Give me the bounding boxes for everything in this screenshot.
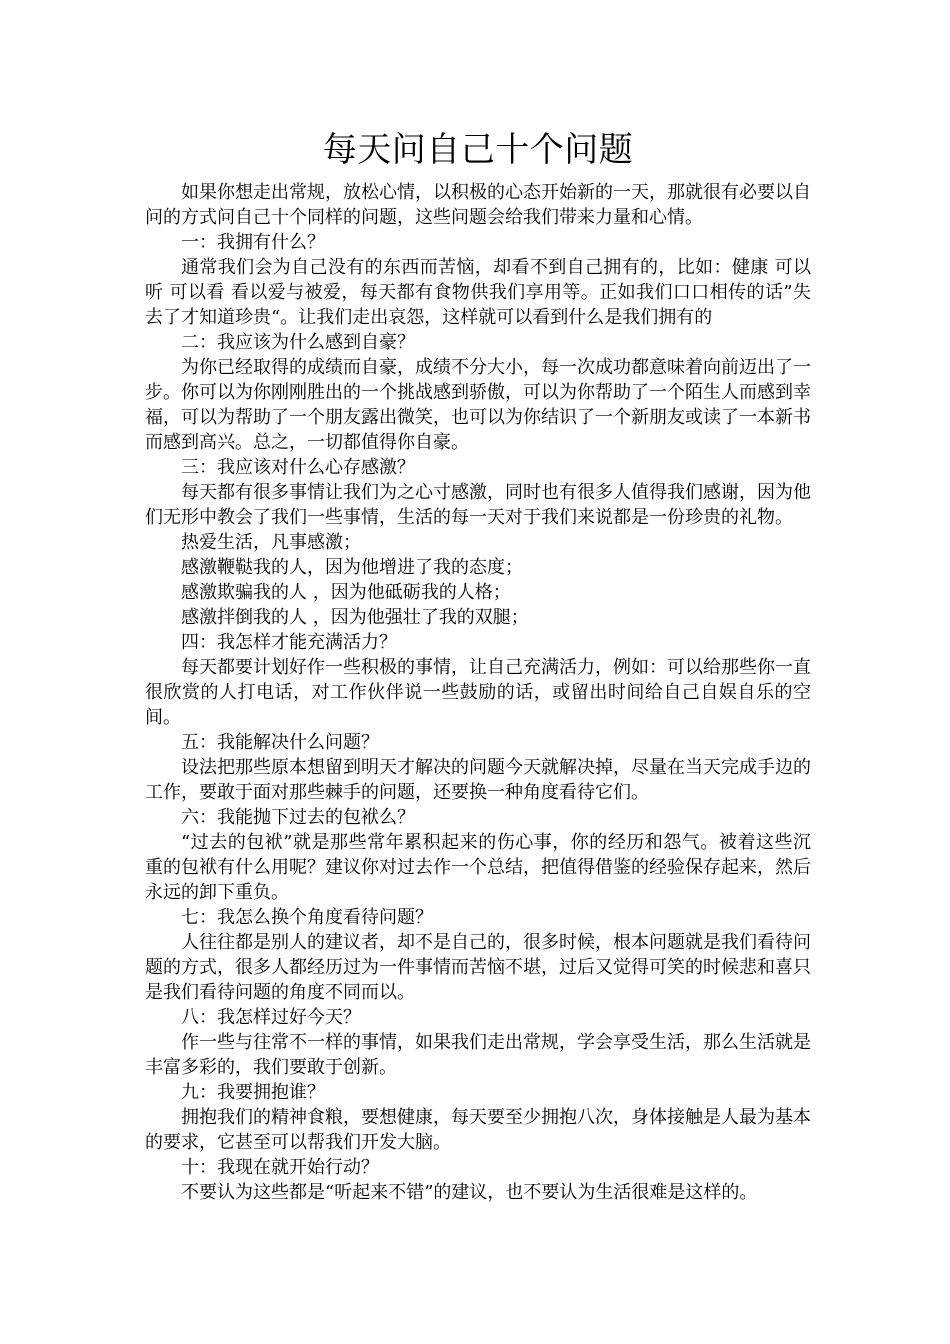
paragraph: 通常我们会为自己没有的东西而苦恼，却看不到自己拥有的，比如：健康 可以听 可以看 看以爱与被爱，每天都有食物供我们享用等。正如我们口口相传的话”失去了才知道珍贵“。让我们走出哀怨，这样就可以看到什么是我们拥有的: [145, 257, 811, 328]
paragraph: 每天都有很多事情让我们为之心寸感激，同时也有很多人值得我们感谢，因为他们无形中教会了我们一些事情，生活的每一天对于我们来说都是一份珍贵的礼物。: [145, 482, 811, 528]
paragraph: 感激拌倒我的人 ，因为他强壮了我的双腿；: [181, 607, 529, 628]
paragraph: “过去的包袱”就是那些常年累积起来的伤心事，你的经历和怨气。被着这些沉重的包袱有什么用呢？建议你对过去作一个总结，把值得借鉴的经验保存起来，然后永远的卸下重负。: [145, 832, 811, 903]
paragraph: 如果你想走出常规，放松心情，以积极的心态开始新的一天，那就很有必要以自问的方式问自己十个同样的问题，这些问题会给我们带来力量和心情。: [145, 182, 811, 228]
section-heading: 十：我现在就开始行动？: [181, 1157, 379, 1178]
section-heading: 五：我能解决什么问题？: [181, 732, 379, 753]
paragraph: 不要认为这些都是“听起来不错”的建议，也不要认为生活很难是这样的。: [181, 1182, 758, 1203]
section-heading: 七：我怎么换个角度看待问题？: [181, 907, 433, 928]
paragraph: 感激欺骗我的人 ，因为他砥砺我的人格；: [181, 582, 511, 603]
section-heading: 四：我怎样才能充满活力？: [181, 632, 397, 653]
section-heading: 三：我应该对什么心存感激？: [181, 457, 415, 478]
paragraph: 作一些与往常不一样的事情，如果我们走出常规，学会享受生活，那么生活就是丰富多彩的，我们要敢于创新。: [145, 1032, 811, 1078]
paragraph: 热爱生活，凡事感激；: [181, 532, 361, 553]
paragraph: 感激鞭鞑我的人，因为他增进了我的态度；: [181, 557, 523, 578]
document-page: [145, 120, 811, 1205]
document-title: 每天问自己十个问题: [322, 130, 634, 170]
paragraph: 人往往都是别人的建议者，却不是自己的，很多时候，根本问题就是我们看待问题的方式，很多人都经历过为一件事情而苦恼不堪，过后又觉得可笑的时候悲和喜只是我们看待问题的角度不同而以。: [145, 932, 811, 1003]
document-body: [145, 180, 811, 1205]
paragraph: 为你已经取得的成绩而自豪，成绩不分大小，每一次成功都意味着向前迈出了一步。你可以为你刚刚胜出的一个挑战感到骄傲，可以为你帮助了一个陌生人而感到幸福，可以为帮助了一个朋友露出微笑，也可以为你结识了一个新朋友或读了一本新书而感到高兴。总之，一切都值得你自豪。: [145, 357, 811, 453]
section-heading: 六：我能抛下过去的包袱么？: [181, 807, 415, 828]
paragraph: 设法把那些原本想留到明天才解决的问题今天就解决掉，尽量在当天完成手边的工作，要敢于面对那些棘手的问题，还要换一种角度看待它们。: [145, 757, 811, 803]
section-heading: 八：我怎样过好今天？: [181, 1007, 361, 1028]
section-heading: 一：我拥有什么？: [181, 232, 325, 253]
paragraph: 每天都要计划好作一些积极的事情，让自己充满活力，例如：可以给那些你一直很欣赏的人打电话，对工作伙伴说一些鼓励的话，或留出时间给自己自娱自乐的空间。: [145, 657, 811, 728]
section-heading: 二：我应该为什么感到自豪？: [181, 332, 415, 353]
paragraph: 拥抱我们的精神食粮，要想健康，每天要至少拥抱八次，身体接触是人最为基本的要求，它甚至可以帮我们开发大脑。: [145, 1107, 811, 1153]
section-heading: 九：我要拥抱谁？: [181, 1082, 325, 1103]
